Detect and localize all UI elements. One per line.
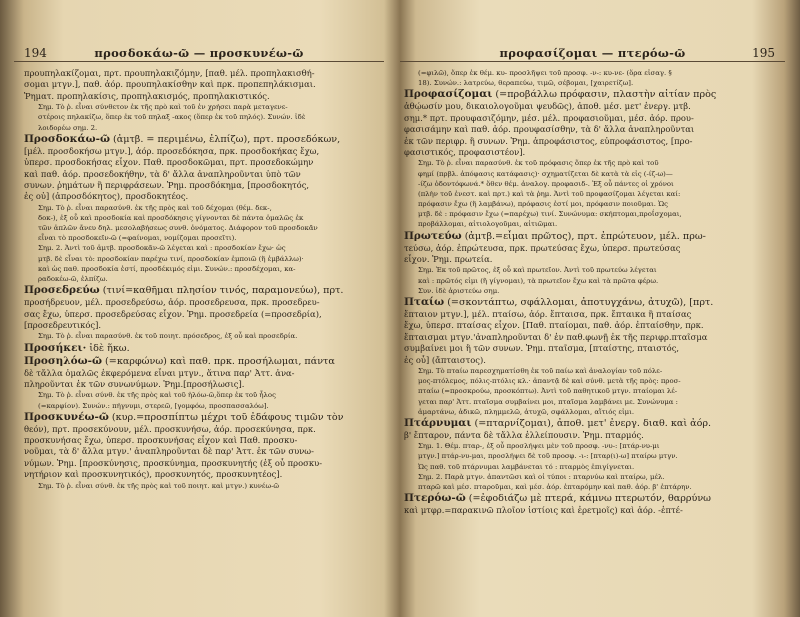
- note-line: [24, 401, 380, 411]
- line-text: συνων. ῥημάτων ἢ περιφράσεων. Ῥημ. προσδόκημα, [προσδοκητός,: [24, 179, 310, 190]
- line-text: πταίω (=προσκρούω, προσκόπτω). Ἀντὶ τοῦ παθητικοῦ μτγν. πταίομαι λέ-: [418, 387, 678, 396]
- line-text: δοκ-), ἐξ οὗ καὶ προσδοκία καὶ προσδόκησις γίγνονται δὲ πάντα ὁμαλῶς ἐκ: [38, 213, 304, 222]
- line-text: ἔχω, ὑπερσ. πταίσας εἶχον. [Παθ. πταίομαι, παθ. ἀόρ. ἐπταίσθην, πρκ.: [404, 320, 704, 331]
- note-line: [404, 265, 775, 275]
- line-text: ἐς οὗ] (ἄπταιστος).: [404, 354, 486, 365]
- line-text: καὶ : πρῶτός εἰμι (ἢ γίγνομαι), τὰ πρωτεῖον ἔχω καὶ τὰ πρῶτα φέρω.: [418, 276, 659, 285]
- note-line: [404, 482, 775, 492]
- line-text: καὶ ὡς παθ. προσδοκία ἐστί, προσδέκιμός εἰμι. Συνών.: προσδέχομαι, κα-: [38, 264, 296, 273]
- text-line: [24, 368, 380, 379]
- note-line: [404, 397, 775, 407]
- line-text: πληροῦνται ἐκ τῶν συνωνύμων. Ῥημ.[προσήλωσις].: [24, 378, 245, 389]
- headword: Πτερόω-ῶ: [404, 492, 466, 505]
- note-line: [404, 158, 775, 168]
- note-line: [404, 219, 775, 229]
- headword: Προφασίζομαι: [404, 88, 493, 101]
- entry-line: [24, 133, 380, 146]
- note-line: [24, 264, 380, 274]
- line-text: προσκυνήσας ἔχω, ὑπερσ. προσκυνήσας εἶχον καὶ Παθ. προσκυ-: [24, 435, 298, 446]
- note-line: [404, 199, 775, 209]
- note-line: [24, 243, 380, 253]
- text-line: [24, 320, 380, 331]
- line-text: Ῥηματ. προπηλακίσις, προπηλακισμός, προπηλακιστικός.: [24, 90, 270, 101]
- line-text: εἶναι τὸ προσδοκεῖν-ῶ (=φαίνομαι, νομίζομαι προσεῖτι).: [38, 234, 237, 243]
- running-head: προφασίζομαι — πτερόω-ῶ: [499, 46, 686, 60]
- left-page-header: [14, 46, 384, 64]
- line-text: ἔπταισμαι μτγν.'ἀναπληροῦνται δ' ἐν παθ.φωνῇ ἐκ τῆς περιφρ.πταῖσμα: [404, 331, 708, 342]
- headword: Πρωτεύω: [404, 229, 462, 242]
- note-line: [404, 376, 775, 386]
- line-text: μτγν.] πτάρ-νυ-μαι, προσλήψει δὲ τοῦ προσφ. -ι-: [πταρ(ι)-ω] πταίρω μτγν.: [418, 452, 678, 461]
- entry-line: [404, 230, 775, 243]
- line-text: -ίζω ὀδοντόφωνά.* ὅθεν θέμ. ἀναλογ. προφασιδ-. Ἐξ οὗ πάντες οἱ χρόνοι: [418, 179, 674, 188]
- text-line: [24, 191, 380, 202]
- note-line: [24, 331, 380, 341]
- line-text: σημ.* πρτ. προυφασιζόμην, μέσ. μέλ. προφασιοῦμαι, μέσ. ἀόρ. πρου-: [404, 112, 694, 123]
- line-text: προυπηλακίζομαι, πρτ. προυπηλακιζόμην, [παθ. μέλ. προπηλακισθή-: [24, 68, 315, 78]
- note-line: [404, 68, 775, 78]
- text-line: [24, 157, 380, 168]
- line-text: (=πταρνίζομαι), ἀποθ. μετ' ἐνεργ. διαθ. καὶ ἀόρ.: [471, 417, 712, 429]
- line-text: (=φιλῶ), ὅπερ ἐκ θέμ. κυ- προσλῆψει τοῦ προσφ. -ν-: κυ-νε- (ὅρα εἰσαγ. §: [418, 69, 672, 77]
- text-line: [24, 79, 380, 90]
- entry-line: [24, 411, 380, 424]
- line-text: τεύσω, ἀόρ. ἐπρώτευσα, πρκ. πρωτεύσας ἔχω, ὑπερσ. πρωτεύσας: [404, 242, 681, 253]
- line-text: Σημ. Ἐκ τοῦ πρῶτος, ἐξ οὗ καὶ πρωτεῖον. Ἀντὶ τοῦ πρωτεύω λέγεται: [418, 266, 657, 275]
- text-line: [24, 379, 380, 390]
- line-text: (=προβάλλω πρόφασιν, πλαστὴν αἰτίαν πρὸς: [492, 89, 717, 101]
- headword: Προσδοκάω-ῶ: [24, 132, 110, 145]
- note-line: [404, 78, 775, 88]
- text-line: [24, 469, 380, 480]
- note-line: [404, 169, 775, 179]
- entry-line: [404, 296, 775, 309]
- line-text: καὶ μτφρ.=παρακινῶ πλοῖον ἱστίοις καὶ ἐρετμοῖς) καὶ ἀόρ. -ἐπτέ-: [404, 505, 683, 516]
- line-text: πταρῶ καὶ μέσ. πταροῦμαι, καὶ μέσ. ἀόρ. ἐπταρόμην καὶ παθ. ἀόρ. β' ἐπτάρην.: [418, 483, 692, 492]
- line-text: καὶ παθ. ἀόρ. προσεδοκήθην, τὰ δ' ἄλλα ἀναπληροῦνται ὑπὸ τῶν: [24, 168, 301, 179]
- text-line: [24, 309, 380, 320]
- line-text: Συν. ἰδὲ ἀριστεύω σημ.: [418, 286, 500, 295]
- entry-line: [404, 492, 775, 505]
- text-line: [404, 243, 775, 254]
- headword: Πτάρνυμαι: [404, 416, 472, 429]
- note-line: [24, 481, 380, 491]
- headword: Προσήκει·: [24, 341, 87, 354]
- line-text: Σημ. Τὸ ῥ. εἶναι σύνθετον ἐκ τῆς πρὸ καὶ τοῦ ἐν χρήσει παρὰ μεταγενε-: [38, 103, 288, 112]
- headword: Πταίω: [404, 295, 445, 308]
- line-text: πρόφασιν ἔχω (ἢ λαμβάνω), πρόφασις ἐστί μοι, πρόφασιν ποιοῦμαι. Ὡς: [418, 200, 668, 209]
- text-line: [24, 424, 380, 435]
- text-line: [24, 91, 380, 102]
- line-text: νητήριον καὶ προσκυνητικός), προσκυνητός, προσκυνητέος].: [24, 469, 283, 480]
- line-text: [προσεδρευτικός].: [24, 319, 102, 330]
- line-text: προβάλλομαι, αἰτιολογοῦμαι, αἰτιῶμαι.: [418, 220, 558, 229]
- note-line: [404, 209, 775, 219]
- line-text: Σημ. 2. Παρὰ μτγν. ἀπαντῶσι καὶ οἱ τύποι : πταρνύω καὶ πταίρω, μέλ.: [418, 472, 665, 481]
- line-text: ἰδὲ ἥκω.: [86, 342, 130, 354]
- line-text: προσήδρευον, μέλ. προσεδρεύσω, ἀόρ. προσεδρευσα, πρκ. προσεδρευ-: [24, 297, 320, 308]
- line-text: Σημ. 1. Θέμ. πταρ-, ἐξ οὗ προσλήψει μὲν τοῦ προσφ. -νυ-: [πτάρ-νυ-μι: [418, 442, 660, 451]
- note-line: [404, 472, 775, 482]
- text-line: [404, 355, 775, 366]
- line-text: β' ἔπταρον, πάντα δὲ τἄλλα ἐλλείπουσιν. Ῥημ. πταρμός.: [404, 429, 644, 440]
- note-line: [24, 123, 380, 133]
- line-text: δὲ τἄλλα ὁμαλῶς ἐκφερόμενα εἶναι μτγν., ἅτινα παρ' Ἀττ. ἀνα-: [24, 367, 295, 378]
- note-line: [24, 213, 380, 223]
- text-line: [404, 343, 775, 354]
- text-line: [24, 180, 380, 191]
- right-page-header: [400, 46, 785, 64]
- line-text: μος-πτόλεμος, πόλις-πτόλις κλ.· ἀπαντᾷ δὲ καὶ σύνθ. μετὰ τῆς πρὸς: προσ-: [418, 377, 681, 386]
- line-text: (=σκοντάπτω, σφάλλομαι, ἀποτυγχάνω, ἀτυχῶ), [πρτ.: [444, 296, 714, 308]
- note-line: [24, 254, 380, 264]
- line-text: (=ἐφοδιάζω μὲ πτερά, κάμνω πτερωτόν, θαρρύνω: [465, 493, 711, 505]
- text-line: [404, 320, 775, 331]
- note-line: [404, 462, 775, 472]
- line-text: σας ἔχω, ὑπερσ. προσεδρεύσας εἶχον. Ῥημ. προσεδρεία (=προσεδρία),: [24, 308, 322, 319]
- line-text: νοῦμαι, τὰ δ' ἄλλα μτγν.' ἀναπληροῦνται δὲ παρ' Ἀττ. ἐκ τῶν συνω-: [24, 446, 314, 457]
- note-line: [404, 451, 775, 461]
- note-line: [404, 286, 775, 296]
- line-text: Σημ. Τὸ ῥ. εἶναι παρασύνθ. ἐκ τῆς πρὸς καὶ τοῦ δέχομαι (θέμ. δεκ-,: [38, 203, 272, 212]
- line-text: (=καρφώνω) καὶ παθ. πρκ. προσήλωμαι, πάντα: [102, 355, 335, 367]
- line-text: νύμων. Ῥημ. [προσκύνησις, προσκύνημα, προσκυνητής (ἐξ οὗ προσκυ-: [24, 457, 323, 468]
- line-text: ἐς οὐ] (ἀπροσδόκητος), προσδοκητέος.: [24, 191, 189, 202]
- line-text: Σημ. Τὸ πταίω παρεσχηματίσθη ἐκ τοῦ παίω καὶ ἀναλογίαν τοῦ πόλε-: [418, 366, 663, 375]
- text-line: [404, 430, 775, 441]
- line-text: μτβ. δὲ : πρόφασιν ἔχω (=παρέχω) τινί. Συνώνυμα: σκήπτομαι,προΐσχομαι,: [418, 210, 682, 219]
- text-line: [24, 446, 380, 457]
- text-line: [24, 146, 380, 157]
- line-text: ἀθῴωσίν μου, δικαιολογοῦμαι ψευδῶς), ἀποθ. μέσ. μετ' ἐνεργ. μτβ.: [404, 101, 691, 112]
- text-line: [404, 254, 775, 265]
- note-line: [404, 441, 775, 451]
- entry-line: [404, 88, 775, 101]
- note-line: [404, 179, 775, 189]
- page-number: 195: [752, 46, 775, 60]
- line-text: Σημ. Τὸ ῥ. εἶναι παρασύνθ. ἐκ τοῦ πρόφασις ὅπερ ἐκ τῆς πρὸ καὶ τοῦ: [418, 159, 659, 168]
- headword: Προσεδρεύω: [24, 284, 100, 297]
- line-text: Ὡς παθ. τοῦ πτάρνυμαι λαμβάνεται τό : πταρμὸς ἐπιγίγνεται.: [418, 462, 635, 471]
- line-text: (ἀμτβ. = περιμένω, ἐλπίζω), πρτ. προσεδόκων,: [109, 133, 341, 145]
- line-text: Σημ. Τὸ ῥ. εἶναι παρασύνθ. ἐκ τοῦ ποιητ. πρόσεδρος, ἐξ οὗ καὶ προσεδρία.: [38, 332, 298, 341]
- line-text: ραδοκέω-ῶ, ἐλπίζω.: [38, 275, 108, 283]
- text-line: [404, 147, 775, 158]
- note-line: [24, 112, 380, 122]
- text-line: [24, 68, 380, 79]
- note-line: [24, 390, 380, 400]
- running-head: προσδοκάω-ῶ — προσκυνέω-ῶ: [94, 46, 304, 60]
- line-text: (=καρφίον). Συνών.: πήγνυμι, στερεῶ, [γομφόω, προσπασσαλόω].: [38, 401, 269, 410]
- text-line: [404, 101, 775, 112]
- note-line: [404, 189, 775, 199]
- note-line: [404, 366, 775, 376]
- text-line: [24, 435, 380, 446]
- line-text: ὑπερσ. προσδοκήσας εἶχον. Παθ. προσδοκῶμαι, πρτ. προσεδοκώμην: [24, 157, 314, 168]
- right-page-text: [404, 68, 775, 617]
- text-line: [404, 332, 775, 343]
- line-text: (τινί=καθῆμαι πλησίον τινός, παραμονεύω), πρτ.: [99, 285, 344, 297]
- note-line: [24, 203, 380, 213]
- note-line: [24, 223, 380, 233]
- line-text: Σημ. 2. Ἀντὶ τοῦ ἀμτβ. προσδοκᾶν-ῶ λέγεται καὶ : προσδοκίαν ἔχω· ὡς: [38, 244, 286, 253]
- line-text: (ἀμτβ.=εἶμαι πρῶτος), πρτ. ἐπρώτευον, μέλ. πρω-: [461, 230, 706, 242]
- line-text: Σημ. Τὸ ῥ. εἶναι σύνθ. ἐκ τῆς πρὸς καὶ τοῦ ποιητ. καὶ μτγν.) κυνέω-ῶ: [38, 481, 280, 490]
- line-text: 18). Συνών.: λατρεύω, θεραπεύω, τιμῶ, σέβομαι, [χαιρετίζω].: [418, 79, 634, 88]
- line-text: εἶχον. Ῥημ. πρωτεία.: [404, 254, 493, 265]
- line-text: ἔπταιον μτγν.], μέλ. πταίσω, ἀόρ. ἔπταισα, πρκ. ἔπταικα ἢ πταίσας: [404, 308, 692, 319]
- headword: Προσκυνέω-ῶ: [24, 410, 109, 423]
- entry-line: [24, 342, 380, 355]
- left-page: [14, 0, 384, 617]
- line-text: ἐκ τῶν περιφρ. ἢ συνων. Ῥημ. ἀπροφάσιστος, εὐπροφάσιστος, [προ-: [404, 135, 693, 146]
- line-text: στέροις πηλακίζω, ὅπερ ἐκ τοῦ πηλαξ -ακος (ὅπερ ἐκ τοῦ πηλός). Συνών. ἰδὲ: [38, 113, 306, 122]
- line-text: μτβ. δὲ εἶναι τὸ: προσδοκίαν παρέχω τινί, προσδοκίαν ἐμποιῶ (ἢ ἐμβάλλω)·: [38, 254, 304, 263]
- header-rule: [400, 61, 785, 62]
- text-line: [404, 309, 775, 320]
- line-text: λοιδορέω σημ. 2.: [38, 123, 98, 132]
- note-line: [24, 102, 380, 112]
- line-text: συμβαίνει μοι ἢ τῶν συνων. Ῥημ. πταῖσμα, [πταίστης, πταιστός,: [404, 343, 680, 354]
- line-text: σομαι μτγν.], παθ. ἀόρ. προυπηλακίσθην καὶ πρκ. προπεπηλάκισμαι.: [24, 79, 316, 90]
- line-text: (πλὴν τοῦ ἐνεστ. καὶ πρτ.) καὶ τὰ ῥημ. Ἀντὶ τοῦ προφασίζομαι λέγεται καί:: [418, 189, 681, 198]
- entry-line: [24, 355, 380, 368]
- line-text: ἁμαρτάνω, ἀδικῶ, πλημμελῶ, ἀτυχῶ, σφάλλομαι, αἴτιός εἰμι.: [418, 407, 635, 416]
- note-line: [24, 274, 380, 284]
- line-text: Σημ. Τὸ ῥ. εἶναι σύνθ. ἐκ τῆς πρὸς καὶ τοῦ ἡλόω-ῶ,ὅπερ ἐκ τοῦ ἧλος: [38, 391, 276, 400]
- note-line: [404, 407, 775, 417]
- line-text: φημί (πρβλ. ἀπόφασις κατάφασις)· σχηματίζεται δὲ κατὰ τὰ εἰς (-ίζ-ω)—: [418, 169, 673, 178]
- text-line: [24, 297, 380, 308]
- text-line: [404, 136, 775, 147]
- text-line: [404, 505, 775, 516]
- text-line: [404, 124, 775, 135]
- text-line: [24, 458, 380, 469]
- left-page-text: [24, 68, 380, 617]
- line-text: θεόν), πρτ. προσεκύνουν, μέλ. προσκυνήσω, ἀόρ. προσεκύνησα, πρκ.: [24, 423, 316, 434]
- right-page: [400, 0, 785, 617]
- line-text: γεται παρ' Ἀττ. πταῖσμα συμβαίνει μοι, πταῖσμα λαμβάνει με. Συνώνυμα :: [418, 397, 678, 406]
- header-rule: [14, 61, 384, 62]
- line-text: (κυρ.=προσπίπτω μέχρι τοῦ ἐδάφους τιμῶν τὸν: [108, 411, 344, 423]
- note-line: [404, 276, 775, 286]
- entry-line: [404, 417, 775, 430]
- page-number: 194: [24, 46, 47, 60]
- headword: Προσηλόω-ῶ: [24, 354, 102, 367]
- note-line: [24, 233, 380, 243]
- note-line: [404, 386, 775, 396]
- text-line: [404, 113, 775, 124]
- line-text: φασιστικός, προφασιστέον].: [404, 146, 526, 157]
- line-text: φασισάμην καὶ παθ. ἀόρ. προυφασίσθην, τὰ δ' ἄλλα ἀναπληροῦνται: [404, 124, 695, 135]
- entry-line: [24, 284, 380, 297]
- line-text: [μέλ. προσδοκήσω μτγν.], ἀόρ. προσεδόκησα, πρκ. προσδοκήκας ἔχω,: [24, 145, 320, 156]
- line-text: τῶν ἀπλῶν ἄνευ δηλ. μεσολαβήσεως συνθ. ὀνόματος. Διάφορον τοῦ προσδοκᾶν: [38, 224, 318, 233]
- text-line: [24, 169, 380, 180]
